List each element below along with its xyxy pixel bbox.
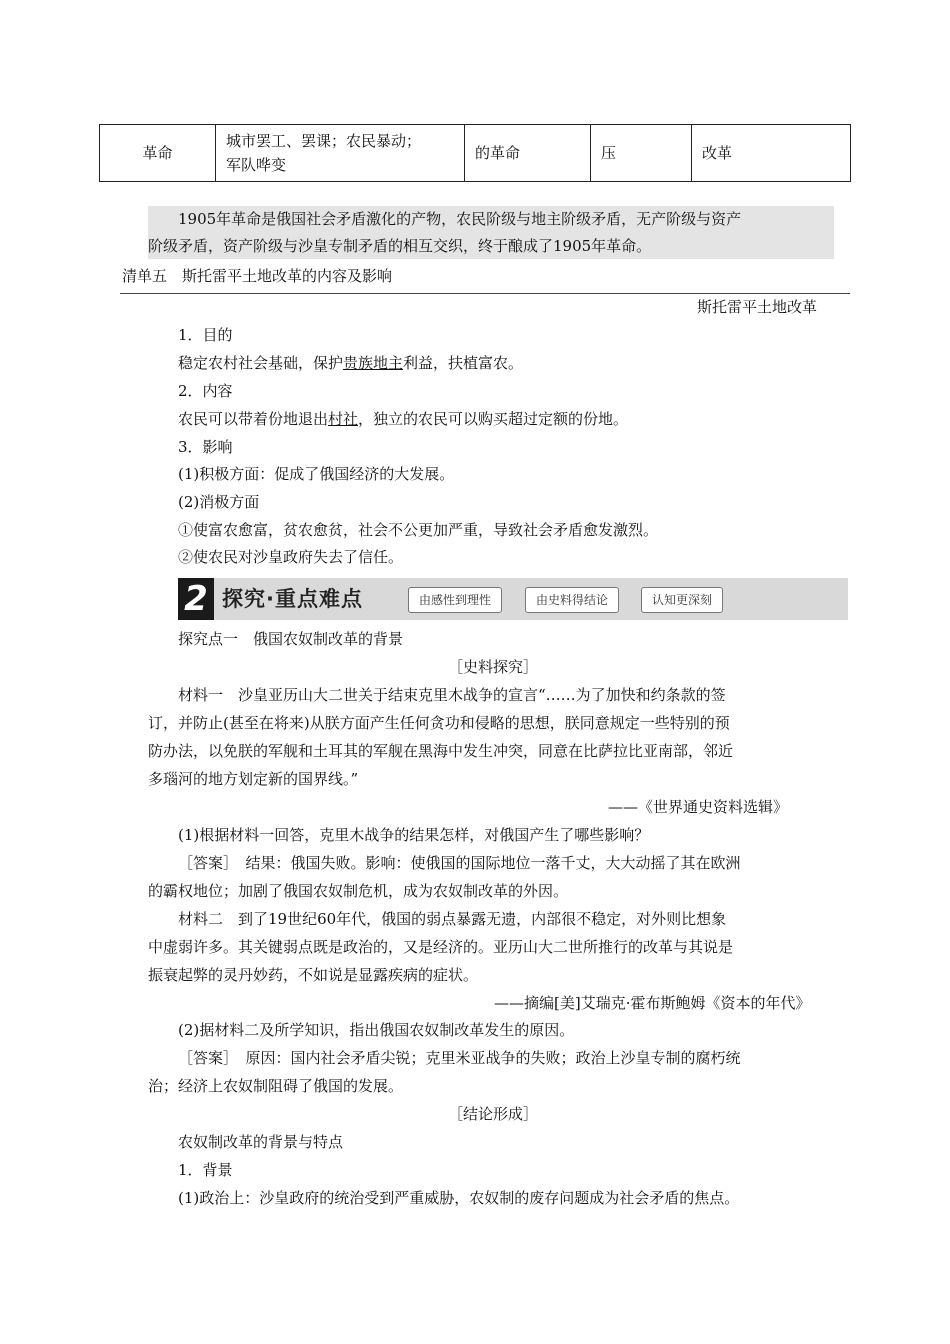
table-cell: 的革命 xyxy=(465,125,591,182)
explore-point-title: 探究点一 俄国农奴制改革的背景 xyxy=(178,630,404,648)
material-2: 中虚弱许多。其关键弱点既是政治的，又是经济的。亚历山大二世所推行的改革与其说是 xyxy=(148,938,734,956)
revolution-table xyxy=(99,124,851,182)
answer-2: ［答案］ 原因：国内社会矛盾尖锐；克里米亚战争的失败；政治上沙皇专制的腐朽统 xyxy=(178,1049,741,1067)
material-1: 多瑙河的地方划定新的国界线。” xyxy=(148,770,359,788)
background-political: (1)政治上：沙皇政府的统治受到严重威胁，农奴制的废存问题成为社会矛盾的焦点。 xyxy=(178,1189,740,1207)
impact-positive: (1)积极方面：促成了俄国经济的大发展。 xyxy=(178,465,455,483)
content-label: 2．内容 xyxy=(178,382,233,400)
table-cell: 压 xyxy=(591,125,692,182)
answer-2: 治；经济上农奴制阻碍了俄国的发展。 xyxy=(148,1077,404,1095)
material-1: 材料一 沙皇亚历山大二世关于结束克里木战争的宣言“……为了加快和约条款的签 xyxy=(178,686,726,704)
table-cell: 城市罢工、罢课；农民暴动； 军队哗变 xyxy=(216,125,465,182)
section-right-title: 斯托雷平土地改革 xyxy=(697,298,818,316)
table-cell: 改革 xyxy=(692,125,851,182)
content-text: 农民可以带着份地退出村社，独立的农民可以购买超过定额的份地。 xyxy=(178,410,629,428)
material-2: 材料二 到了19世纪60年代，俄国的弱点暴露无遗，内部很不稳定，对外则比想象 xyxy=(178,910,727,928)
background-label: 1．背景 xyxy=(178,1161,233,1179)
banner-title: 探究·重点难点 xyxy=(222,587,363,611)
explore-banner xyxy=(178,578,848,620)
conclusion-title: 农奴制改革的背景与特点 xyxy=(178,1133,344,1151)
banner-tag: 由感性到理性 xyxy=(408,587,502,613)
section-number-badge: 2 xyxy=(178,578,214,620)
material-2: 振衰起弊的灵丹妙药，不如说是显露疾病的症状。 xyxy=(148,966,479,984)
table-cell: 革命 xyxy=(100,125,216,182)
bracket-heading: ［结论形成］ xyxy=(448,1105,539,1123)
purpose-label: 1．目的 xyxy=(178,326,233,344)
question-1: (1)根据材料一回答，克里木战争的结果怎样，对俄国产生了哪些影响？ xyxy=(178,826,650,844)
impact-negative-2: ②使农民对沙皇政府失去了信任。 xyxy=(178,548,404,566)
highlight-text: 阶级矛盾，资产阶级与沙皇专制矛盾的相互交织，终于酿成了1905年革命。 xyxy=(148,237,652,255)
impact-negative-label: (2)消极方面 xyxy=(178,493,260,511)
highlight-text: 1905年革命是俄国社会矛盾激化的产物，农民阶级与地主阶级矛盾，无产阶级与资产 xyxy=(178,210,742,228)
material-1-source: ——《世界通史资料选辑》 xyxy=(608,798,789,816)
banner-tag: 由史料得结论 xyxy=(525,587,619,613)
impact-label: 3．影响 xyxy=(178,438,233,456)
answer-1: 的霸权地位；加剧了俄国农奴制危机，成为农奴制改革的外因。 xyxy=(148,882,569,900)
material-1: 防办法，以免朕的军舰和土耳其的军舰在黑海中发生冲突，同意在比萨拉比亚南部，邻近 xyxy=(148,742,734,760)
question-2: (2)据材料二及所学知识，指出俄国农奴制改革发生的原因。 xyxy=(178,1021,575,1039)
material-1: 订，并防止(甚至在将来)从朕方面产生任何贪功和侵略的思想，朕同意规定一些特别的预 xyxy=(148,714,730,732)
answer-1: ［答案］ 结果：俄国失败。影响：使俄国的国际地位一落千丈，大大动摇了其在欧洲 xyxy=(178,854,741,872)
material-2-source: ——摘编[美]艾瑞克·霍布斯鲍姆《资本的年代》 xyxy=(494,994,811,1012)
table-row xyxy=(100,125,851,182)
purpose-text: 稳定农村社会基础，保护贵族地主利益，扶植富农。 xyxy=(178,354,524,372)
section-heading: 清单五 斯托雷平土地改革的内容及影响 xyxy=(122,267,393,285)
banner-tag: 认知更深刻 xyxy=(641,587,723,613)
impact-negative-1: ①使富农愈富，贫农愈贫，社会不公更加严重，导致社会矛盾愈发激烈。 xyxy=(178,521,659,539)
divider xyxy=(120,293,850,294)
bracket-heading: ［史料探究］ xyxy=(448,658,539,676)
